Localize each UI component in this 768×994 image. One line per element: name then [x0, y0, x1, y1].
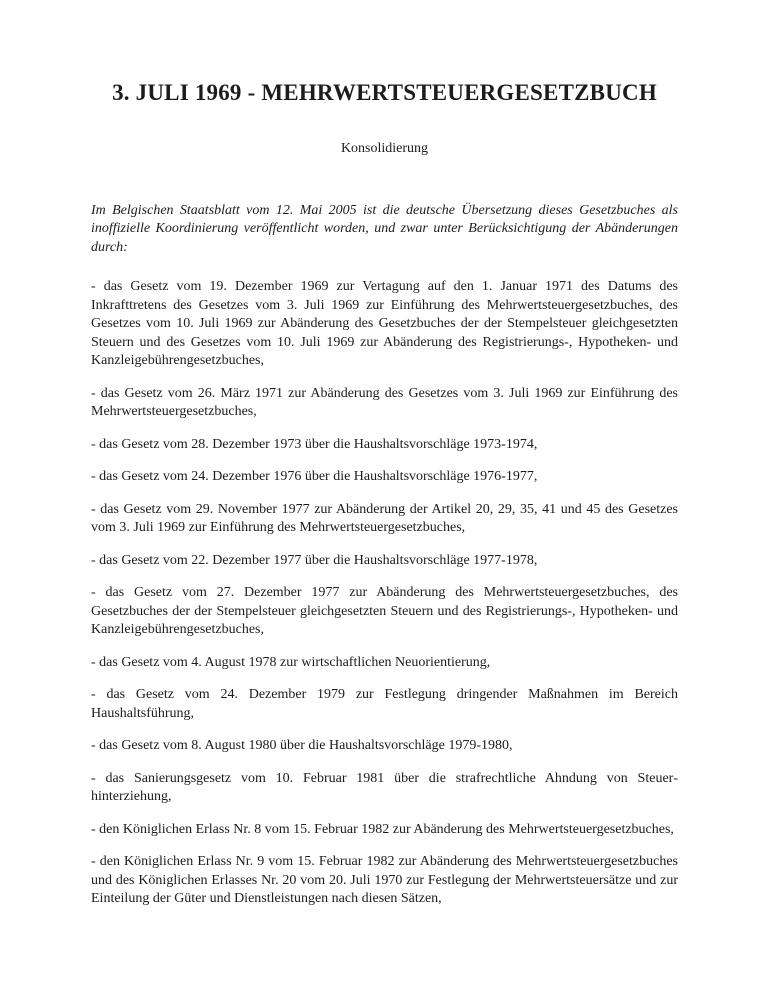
amendment-paragraph: - das Gesetz vom 26. März 1971 zur Abänderung des Gesetzes vom 3. Juli 1969 zur Einführung des Mehrwertsteuergesetzbuches,	[91, 385, 678, 420]
intro-paragraph: Im Belgischen Staatsblatt vom 12. Mai 2005 ist die deutsche Übersetzung dieses Gesetzbuches als inoffizielle Koordinierung veröffentlicht worden, und zwar unter Berücksichtigung der Abänderungen durch:	[91, 202, 678, 255]
document-subtitle: Konsolidierung	[340, 141, 429, 157]
amendment-paragraph: - das Gesetz vom 8. August 1980 über die Haushaltsvorschläge 1979-1980,	[91, 738, 513, 754]
amendment-paragraph: - das Gesetz vom 29. November 1977 zur Abänderung der Artikel 20, 29, 35, 41 und 45 des Gesetzes vom 3. Juli 1969 zur Einführung des Mehrwertsteuergesetzbuches,	[91, 501, 678, 536]
amendment-paragraph: - das Gesetz vom 28. Dezember 1973 über die Haushaltsvorschläge 1973-1974,	[91, 436, 538, 452]
amendment-paragraph: - den Königlichen Erlass Nr. 8 vom 15. Februar 1982 zur Abänderung des Mehrwertsteuergesetzbuches,	[91, 821, 674, 837]
amendment-paragraph: - das Gesetz vom 27. Dezember 1977 zur Abänderung des Mehrwertsteuergesetzbuches, des Gesetzbuches der der Stempelsteuer gleichgesetzten Steuern und des Registrierungs-, Hypotheken- und Kanzleigebührengesetzbuches,	[91, 585, 678, 638]
amendment-paragraph: - das Sanierungsgesetz vom 10. Februar 1981 über die strafrechtliche Ahndung von Steuerhinterziehung,	[91, 770, 678, 805]
amendment-paragraph: - den Königlichen Erlass Nr. 9 vom 15. Februar 1982 zur Abänderung des Mehrwertsteuergesetzbuches und des Königlichen Erlasses Nr. 20 vom 20. Juli 1970 zur Festlegung der Mehrwertsteuersätze und zur Einteilung der Güter und Dienstleistungen nach diesen Sätzen,	[91, 854, 678, 907]
amendment-paragraph: - das Gesetz vom 19. Dezember 1969 zur Vertagung auf den 1. Januar 1971 des Datums des Inkrafttretens des Gesetzes vom 3. Juli 1969 zur Einführung des Mehrwertsteuergesetzbuches, des Gesetzes vom 10. Juli 1969 zur Abänderung des Gesetzbuches der der Stempelsteuer gleichgesetzten Steuern und des Gesetzes vom 10. Juli 1969 zur Abänderung des Registrierungs-, Hypotheken- und Kanzleigebührengesetzbuches,	[91, 279, 678, 369]
document-title: 3. JULI 1969 - MEHRWERTSTEUERGESETZBUCH	[112, 80, 657, 105]
amendment-paragraph: - das Gesetz vom 24. Dezember 1979 zur Festlegung dringender Maßnahmen im Bereich Haushaltsführung,	[91, 687, 678, 721]
amendment-paragraph: - das Gesetz vom 4. August 1978 zur wirtschaftlichen Neuorientierung,	[91, 654, 491, 670]
amendment-paragraph: - das Gesetz vom 24. Dezember 1976 über die Haushaltsvorschläge 1976-1977,	[91, 469, 538, 485]
amendment-paragraph: - das Gesetz vom 22. Dezember 1977 über die Haushaltsvorschläge 1977-1978,	[91, 552, 538, 568]
